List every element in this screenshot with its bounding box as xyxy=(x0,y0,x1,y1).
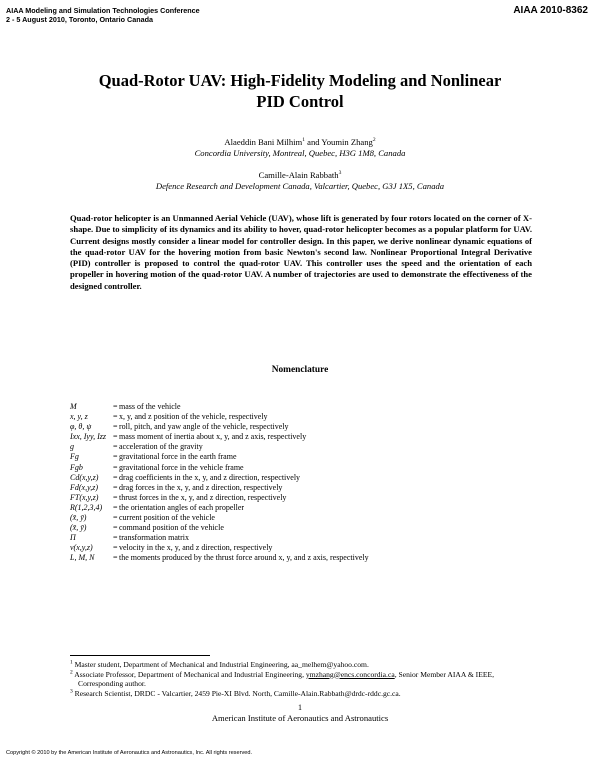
nomenclature-definition: thrust forces in the x, y, and z direction, respectively xyxy=(119,492,287,502)
nomenclature-symbol: Fgb xyxy=(70,462,83,472)
nomenclature-row xyxy=(70,533,550,543)
nomenclature-equals: = xyxy=(113,533,118,543)
title-line-2: PID Control xyxy=(256,92,344,111)
nomenclature-equals: = xyxy=(113,513,118,523)
nomenclature-symbol: (x̄, ȳ) xyxy=(70,513,87,523)
nomenclature-equals: = xyxy=(113,442,118,452)
nomenclature-symbol: L, M, N xyxy=(70,553,95,563)
nomenclature-symbol: M xyxy=(70,402,77,411)
conference-name: AIAA Modeling and Simulation Technologies Conference xyxy=(6,6,200,15)
author-line-2 xyxy=(60,170,540,181)
nomenclature-row xyxy=(70,503,550,513)
nomenclature-equals: = xyxy=(113,523,118,533)
nomenclature-equals: = xyxy=(113,432,118,442)
author-name-1: Alaeddin Bani Milhim xyxy=(224,137,303,147)
footnote-3-text: Research Scientist, DRDC - Valcartier, 2459 Pie-XI Blvd. North, Camille-Alain.Rabbath@drdc-rddc.gc.ca. xyxy=(72,688,401,698)
nomenclature-definition: acceleration of the gravity xyxy=(119,442,203,452)
nomenclature-row xyxy=(70,463,550,473)
nomenclature-definition: the moments produced by the thrust force around x, y, and z axis, respectively xyxy=(119,553,369,563)
paper-id: AIAA 2010-8362 xyxy=(513,5,588,16)
nomenclature-equals: = xyxy=(113,422,118,432)
nomenclature-row xyxy=(70,442,550,452)
nomenclature-equals: = xyxy=(113,543,118,553)
footnote-2-email-link[interactable]: ymzhang@encs.concordia.ca xyxy=(305,669,395,679)
nomenclature-definition: x, y, and z position of the vehicle, respectively xyxy=(119,412,268,422)
nomenclature-symbol: Fg xyxy=(70,452,79,462)
nomenclature-row xyxy=(70,483,550,493)
paper-title xyxy=(60,70,540,112)
nomenclature-definition: drag coefficients in the x, y, and z direction, respectively xyxy=(119,472,301,482)
title-line-1: Quad-Rotor UAV: High-Fidelity Modeling and Nonlinear xyxy=(98,71,502,90)
conference-header xyxy=(6,6,200,24)
nomenclature-symbol: x, y, z xyxy=(70,412,88,422)
nomenclature-symbol: v(x,y,z) xyxy=(70,543,93,553)
nomenclature-equals: = xyxy=(113,462,118,472)
author-block xyxy=(60,137,540,192)
nomenclature-definition: current position of the vehicle xyxy=(119,513,215,523)
author-line-1 xyxy=(60,137,540,148)
footnote-3 xyxy=(70,689,540,699)
nomenclature-definition: drag forces in the x, y, and z direction, respectively xyxy=(119,482,283,492)
footnote-2 xyxy=(70,670,540,689)
author-footnote-mark-1: 1 xyxy=(302,137,305,144)
nomenclature-equals: = xyxy=(113,402,118,411)
conference-date-location: 2 - 5 August 2010, Toronto, Ontario Canada xyxy=(6,15,153,24)
nomenclature-symbol: g xyxy=(70,442,74,452)
nomenclature-symbol: Π xyxy=(70,533,76,543)
nomenclature-symbol: Fd(x,y,z) xyxy=(70,482,98,492)
nomenclature-equals: = xyxy=(113,452,118,462)
author-name-3: Camille-Alain Rabbath xyxy=(258,170,339,180)
nomenclature-symbol: Cd(x,y,z) xyxy=(70,472,99,482)
nomenclature-row xyxy=(70,513,550,523)
nomenclature-symbol: (x̄, ȳ) xyxy=(70,523,87,533)
footnote-divider xyxy=(70,655,210,656)
footnote-2-text-a: Associate Professor, Department of Mechanical and Industrial Engineering, xyxy=(72,669,306,679)
nomenclature-symbol: R(1,2,3,4) xyxy=(70,502,103,512)
nomenclature-definition: mass moment of inertia about x, y, and z axis, respectively xyxy=(119,432,307,442)
footnote-2-text-b: , Senior Member AIAA & IEEE, Corresponding author. xyxy=(78,669,495,689)
nomenclature-list xyxy=(70,402,550,564)
nomenclature-definition: command position of the vehicle xyxy=(119,523,224,533)
nomenclature-row xyxy=(70,493,550,503)
nomenclature-definition: mass of the vehicle xyxy=(119,402,181,411)
nomenclature-symbol: φ, θ, ψ xyxy=(70,422,92,432)
nomenclature-definition: the orientation angles of each propeller xyxy=(119,502,245,512)
nomenclature-equals: = xyxy=(113,492,118,502)
nomenclature-heading: Nomenclature xyxy=(271,365,329,375)
affiliation-1: Concordia University, Montreal, Quebec, H3G 1M8, Canada xyxy=(194,148,406,158)
nomenclature-equals: = xyxy=(113,472,118,482)
nomenclature-equals: = xyxy=(113,482,118,492)
nomenclature-symbol: FT(x,y,z) xyxy=(70,492,99,502)
nomenclature-definition: gravitational force in the vehicle frame xyxy=(119,462,244,472)
footnotes xyxy=(70,660,540,698)
nomenclature-equals: = xyxy=(113,502,118,512)
nomenclature-row xyxy=(70,422,550,432)
nomenclature-equals: = xyxy=(113,553,118,563)
nomenclature-row xyxy=(70,473,550,483)
nomenclature-definition: gravitational force in the earth frame xyxy=(119,452,237,462)
nomenclature-row xyxy=(70,523,550,533)
nomenclature-row xyxy=(70,543,550,553)
footnote-mark-2: 2 xyxy=(70,669,73,676)
nomenclature-row xyxy=(70,452,550,462)
nomenclature-symbol: Ixx, Iyy, Izz xyxy=(70,432,106,442)
author-name-2: Youmin Zhang xyxy=(321,137,373,147)
author-conjunction: and xyxy=(305,137,322,147)
nomenclature-row xyxy=(70,432,550,442)
nomenclature-row xyxy=(70,402,550,412)
footnote-1-text: Master student, Department of Mechanical and Industrial Engineering, aa_melhem@yahoo.com. xyxy=(72,660,369,669)
organization-footer: American Institute of Aeronautics and Astronautics xyxy=(211,713,389,723)
nomenclature-definition: roll, pitch, and yaw angle of the vehicle, respectively xyxy=(119,422,289,432)
page-number: 1 xyxy=(298,703,302,712)
footnote-1 xyxy=(70,660,540,670)
author-footnote-mark-2: 2 xyxy=(372,137,376,144)
nomenclature-row xyxy=(70,412,550,422)
nomenclature-equals: = xyxy=(113,412,118,422)
author-footnote-mark-3: 3 xyxy=(338,170,342,177)
nomenclature-definition: transformation matrix xyxy=(119,533,189,543)
nomenclature-definition: velocity in the x, y, and z direction, respectively xyxy=(119,543,273,553)
abstract: Quad-rotor helicopter is an Unmanned Aerial Vehicle (UAV), whose lift is generated by four rotors located on the corner of X-shape. Due to simplicity of its dynamics and its ability to hover, quad-rotor helicopter becomes as a popular platform for UAV. Current designs mostly consider a linear model for controller design. In this paper, we derive nonlinear dynamic equations of the quad-rotor UAV for the hovering motion from basic Newton's second law. Nonlinear Proportional Integral Derivative (PID) controller is proposed to control the quad-rotor UAV. This controller uses the speed and the orientation of each propeller in hovering motion of the quad-rotor UAV. A number of trajectories are used to demonstrate the effectiveness of the designed controller. xyxy=(70,213,532,291)
footnote-mark-1: 1 xyxy=(70,659,73,666)
footnote-mark-3: 3 xyxy=(70,688,73,695)
affiliation-2: Defence Research and Development Canada, Valcartier, Quebec, G3J 1X5, Canada xyxy=(155,181,445,191)
nomenclature-row xyxy=(70,553,550,563)
copyright-notice: Copyright © 2010 by the American Institute of Aeronautics and Astronautics, Inc. All rights reserved. xyxy=(6,750,253,756)
